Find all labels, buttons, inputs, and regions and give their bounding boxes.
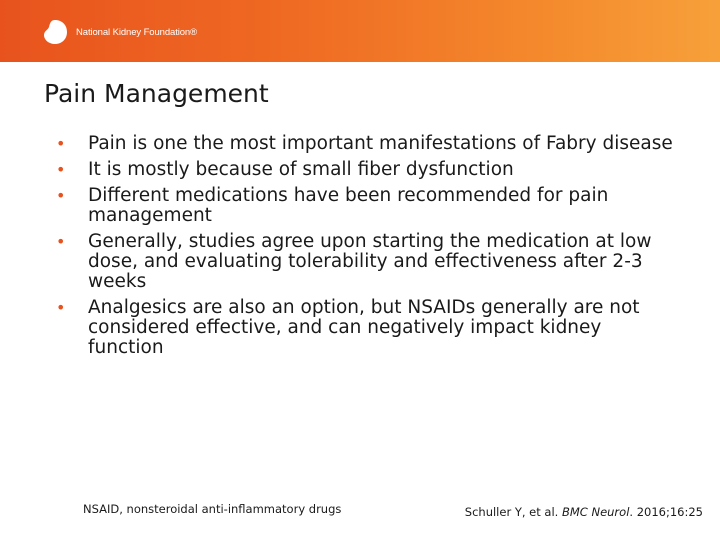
bullet-item: [56, 186, 676, 226]
bullet-text: Generally, studies agree upon starting the medication at low dose, and evaluating tolerability and effectiveness after 2-3 weeks: [88, 231, 652, 292]
kidney-logo-icon: [40, 17, 70, 47]
bullet-text: Analgesics are also an option, but NSAIDs generally are not considered effective, and can negatively impact kidney function: [88, 297, 640, 358]
bullet-item: [56, 298, 676, 358]
bullet-text: Pain is one the most important manifestations of Fabry disease: [88, 133, 673, 154]
logo: [40, 16, 197, 48]
slide-title: Pain Management: [44, 79, 269, 108]
citation: [465, 505, 703, 519]
bullet-item: [56, 160, 676, 180]
citation-journal: BMC Neurol: [561, 505, 630, 519]
bullet-list: [56, 134, 676, 364]
bullet-icon: •: [56, 186, 66, 205]
bullet-text: Different medications have been recommended for pain management: [88, 185, 609, 226]
bullet-icon: •: [56, 298, 66, 317]
bullet-icon: •: [56, 160, 66, 179]
bullet-item: [56, 134, 676, 154]
footnote: NSAID, nonsteroidal anti-inflammatory drugs: [83, 502, 342, 516]
bullet-icon: •: [56, 232, 66, 251]
bullet-item: [56, 232, 676, 292]
citation-details: . 2016;16:25: [629, 505, 703, 519]
logo-text: National Kidney Foundation®: [76, 26, 198, 38]
bullet-icon: •: [56, 134, 66, 153]
bullet-text: It is mostly because of small fiber dysfunction: [88, 159, 514, 180]
citation-authors: Schuller Y, et al.: [464, 505, 562, 519]
